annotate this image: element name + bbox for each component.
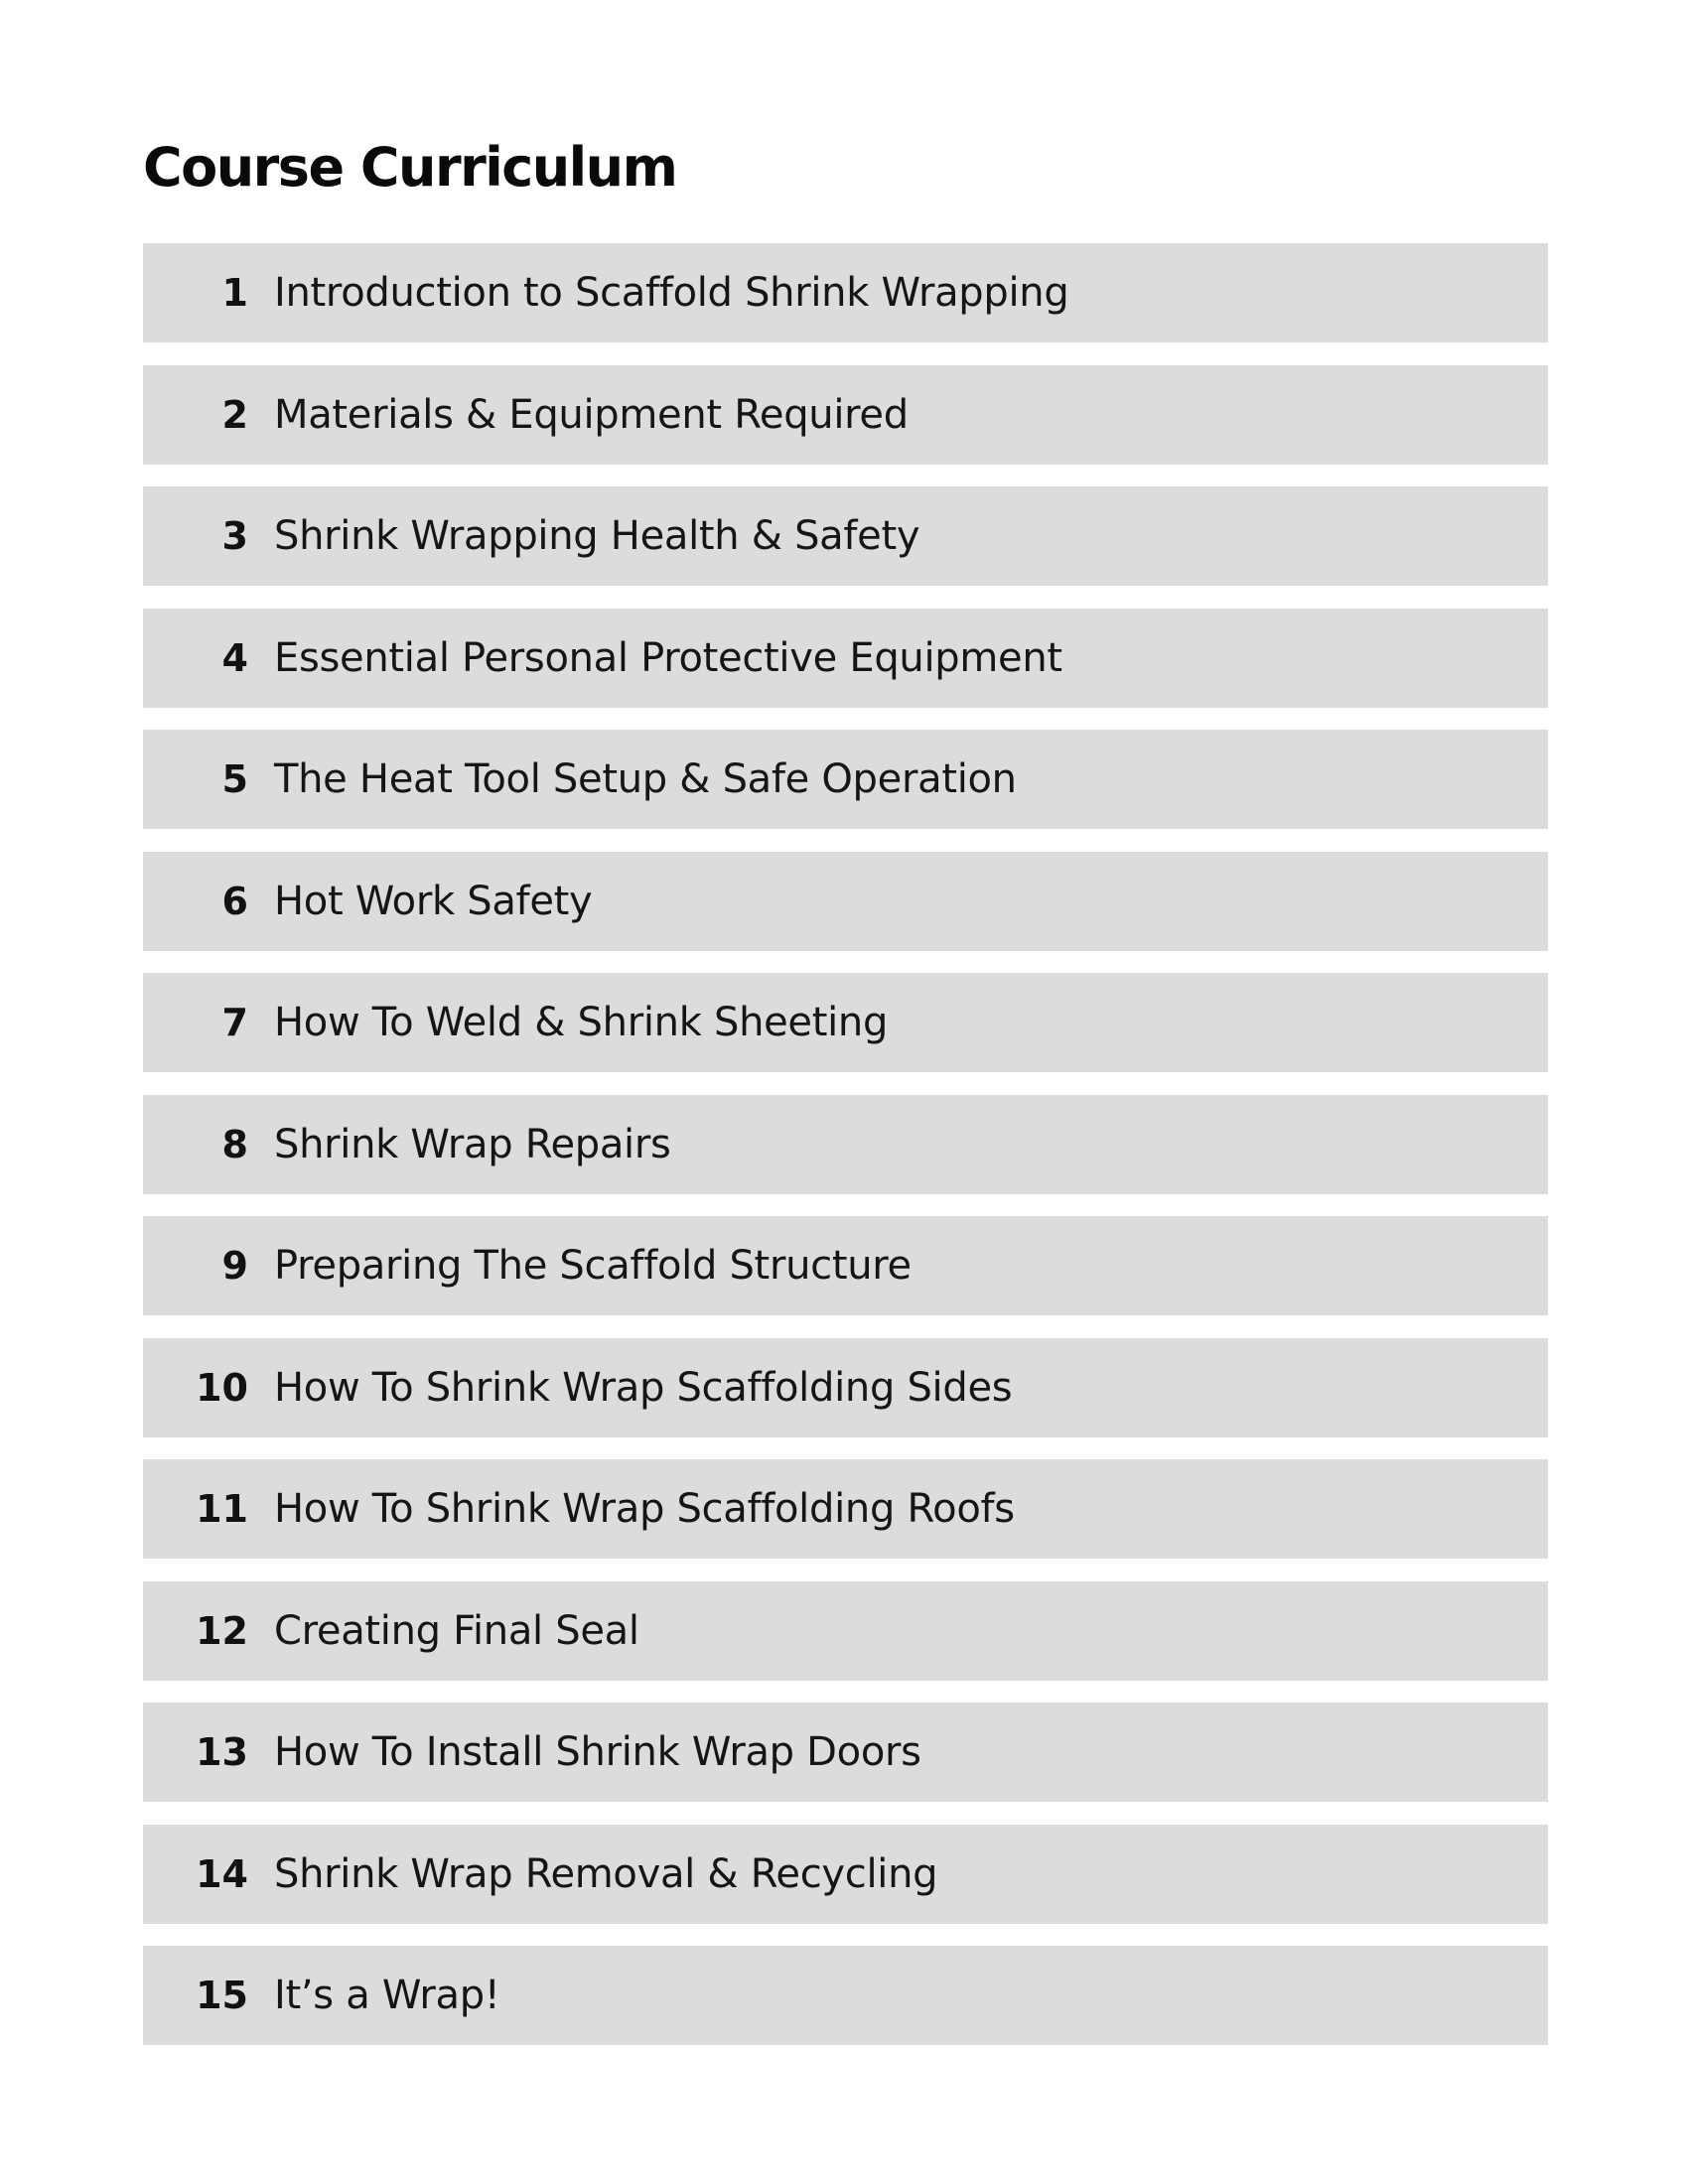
module-number: 13 [196, 1730, 248, 1774]
module-row [143, 486, 1548, 586]
curriculum-list [143, 243, 1548, 2068]
module-title: How To Install Shrink Wrap Doors [274, 1729, 921, 1775]
module-title: How To Shrink Wrap Scaffolding Sides [274, 1364, 1013, 1411]
module-row [143, 852, 1548, 951]
module-row [143, 1216, 1548, 1315]
module-title: Creating Final Seal [274, 1607, 639, 1654]
module-title: How To Weld & Shrink Sheeting [274, 1000, 889, 1045]
module-row [143, 1338, 1548, 1437]
module-number: 1 [221, 271, 248, 315]
module-row [143, 365, 1548, 465]
module-number: 11 [196, 1487, 248, 1531]
module-row [143, 1095, 1548, 1194]
module-title: Essential Personal Protective Equipment [274, 634, 1062, 681]
module-title: Preparing The Scaffold Structure [274, 1243, 912, 1289]
module-title: Shrink Wrap Removal & Recycling [274, 1850, 938, 1897]
module-title: Introduction to Scaffold Shrink Wrapping [274, 270, 1069, 316]
module-number: 8 [221, 1122, 248, 1166]
module-row [143, 973, 1548, 1072]
module-row [143, 1581, 1548, 1681]
module-number: 12 [196, 1608, 248, 1653]
module-row [143, 1459, 1548, 1559]
module-title: How To Shrink Wrap Scaffolding Roofs [274, 1486, 1015, 1532]
module-title: Hot Work Safety [274, 878, 593, 924]
module-row [143, 243, 1548, 342]
module-title: It’s a Wrap! [274, 1973, 500, 2018]
module-title: The Heat Tool Setup & Safe Operation [274, 756, 1017, 802]
module-row [143, 730, 1548, 829]
module-number: 7 [221, 1001, 248, 1044]
module-number: 5 [221, 757, 248, 801]
module-number: 6 [221, 879, 248, 923]
module-number: 14 [196, 1851, 248, 1896]
module-number: 10 [196, 1365, 248, 1410]
module-title: Shrink Wrap Repairs [274, 1121, 671, 1167]
module-title: Materials & Equipment Required [274, 391, 909, 438]
module-row [143, 1703, 1548, 1802]
module-row [143, 1946, 1548, 2045]
module-title: Shrink Wrapping Health & Safety [274, 513, 920, 559]
module-number: 9 [221, 1244, 248, 1288]
module-row [143, 1825, 1548, 1924]
module-number: 4 [221, 635, 248, 680]
module-number: 2 [221, 392, 248, 437]
page-title: Course Curriculum [143, 136, 677, 199]
module-number: 3 [221, 514, 248, 558]
module-number: 15 [196, 1974, 248, 2017]
module-row [143, 609, 1548, 708]
